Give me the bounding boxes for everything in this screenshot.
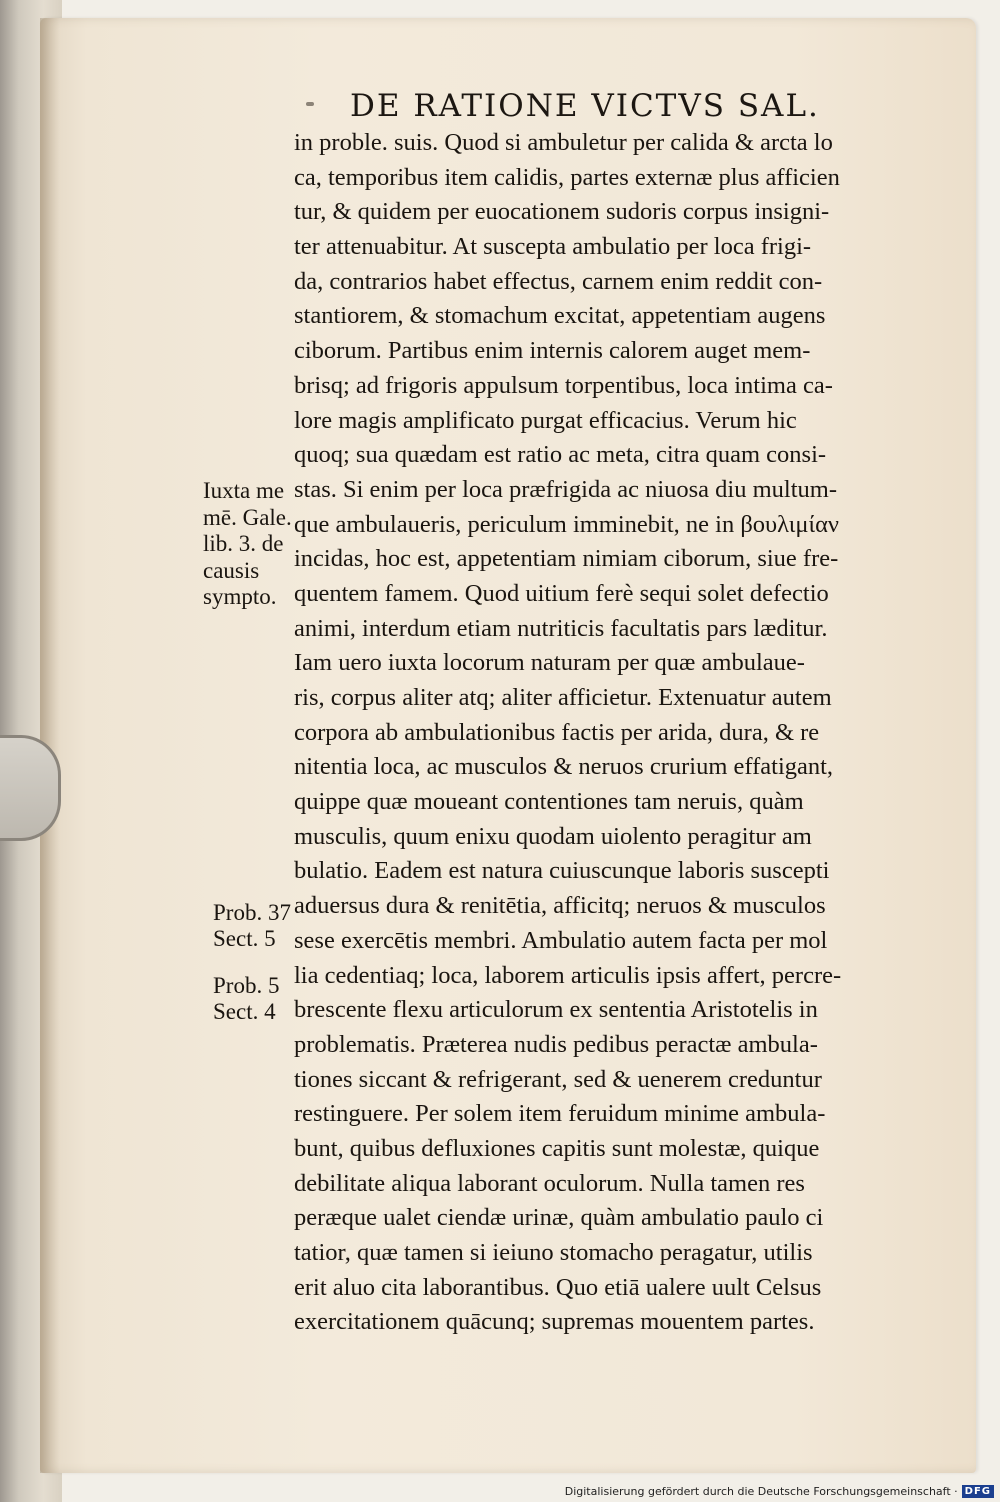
marginal-note-galen xyxy=(203,478,292,611)
head-ornament xyxy=(306,102,314,106)
text-line: erit aluo cita laborantibus. Quo etiā ualere uult Celsus xyxy=(294,1273,822,1301)
text-line: restinguere. Per solem item feruidum minime ambula- xyxy=(294,1100,826,1128)
text-line: in proble. suis. Quod si ambuletur per calida & arcta lo xyxy=(294,129,833,156)
text-line: ciborum. Partibus enim internis calorem auget mem- xyxy=(294,337,811,365)
text-line: sese exercētis membri. Ambulatio autem facta per mol xyxy=(294,926,828,954)
text-line: ris, corpus aliter atq; aliter afficietur. Extenuatur autem xyxy=(294,684,832,711)
page-clip xyxy=(0,735,61,841)
text-line: ca, temporibus item calidis, partes externæ plus afficien xyxy=(294,163,840,191)
text-line: peræque ualet ciendæ urinæ, quàm ambulatio paulo ci xyxy=(294,1204,824,1232)
text-line: quentem famem. Quod uitium ferè sequi solet defectio xyxy=(294,579,829,607)
running-head xyxy=(350,88,840,124)
text-line: animi, interdum etiam nutriticis facultatis pars læditur. xyxy=(294,614,828,642)
text-line: da, contrarios habet effectus, carnem enim reddit con- xyxy=(294,267,823,295)
text-line: bulatio. Eadem est natura cuiuscunque laboris suscepti xyxy=(294,857,830,885)
marginal-note-line: sympto. xyxy=(203,584,277,609)
text-line: problematis. Præterea nudis pedibus peractæ ambula- xyxy=(294,1030,818,1058)
text-line: brisq; ad frigoris appulsum torpentibus, loca intima ca- xyxy=(294,371,833,399)
funding-footer xyxy=(565,1485,994,1498)
text-line: tur, & quidem per euocationem sudoris corpus insigni- xyxy=(294,198,830,226)
marginal-note-line: lib. 3. de xyxy=(203,531,284,556)
text-line: tiones siccant & refrigerant, sed & uenerem creduntur xyxy=(294,1065,822,1093)
text-line: musculis, quum enixu quodam uiolento peragitur am xyxy=(294,822,812,850)
text-line: Iam uero iuxta locorum naturam per quæ ambulaue- xyxy=(294,649,805,677)
text-line: tatior, quæ tamen si ieiuno stomacho peragatur, utilis xyxy=(294,1239,813,1266)
dfg-logo-icon: DFG xyxy=(962,1485,994,1498)
text-line: stas. Si enim per loca præfrigida ac niuosa diu multum- xyxy=(294,475,837,503)
marginal-note-prob-5 xyxy=(213,973,279,1025)
running-head-text: DE RATIONE VICTVS SAL. xyxy=(350,88,820,124)
text-line: aduersus dura & renitētia, afficitq; neruos & musculos xyxy=(294,892,826,920)
marginal-note-prob-37 xyxy=(213,900,291,952)
text-line: corpora ab ambulationibus factis per arida, dura, & re xyxy=(294,718,820,746)
text-line: ter attenuabitur. At suscepta ambulatio per loca frigi- xyxy=(294,233,812,261)
text-line: bunt, quibus defluxiones capitis sunt molestæ, quique xyxy=(294,1134,820,1162)
marginal-note-line: causis xyxy=(203,557,260,583)
text-line: nitentia loca, ac musculos & neruos crurium effatigant, xyxy=(294,753,834,781)
marginal-note-line: Sect. 5 xyxy=(213,926,276,951)
funding-text: Digitalisierung gefördert durch die Deutsche Forschungsgemeinschaft · xyxy=(564,1485,958,1498)
marginal-note-line: Iuxta me xyxy=(203,478,285,503)
text-line: exercitationem quācunq; supremas mouentem partes. xyxy=(294,1308,815,1336)
text-line: stantiorem, & stomachum excitat, appetentiam augens xyxy=(294,302,826,330)
marginal-note-line: Prob. 37 xyxy=(213,900,291,925)
text-line: incidas, hoc est, appetentiam nimiam ciborum, siue fre- xyxy=(294,545,839,573)
text-line: quoq; sua quædam est ratio ac meta, citra quam consi- xyxy=(294,441,827,469)
marginal-note-line: mē. Gale. xyxy=(203,504,292,530)
text-line: debilitate aliqua laborant oculorum. Nulla tamen res xyxy=(294,1169,805,1197)
body-text xyxy=(294,126,934,1340)
text-line: lore magis amplificato purgat efficacius. Verum hic xyxy=(294,406,797,434)
marginal-note-line: Prob. 5 xyxy=(213,973,280,998)
text-line: quippe quæ moueant contentiones tam neruis, quàm xyxy=(294,788,804,816)
text-line: brescente flexu articulorum ex sententia Aristotelis in xyxy=(294,996,818,1024)
text-line: lia cedentiaq; loca, laborem articulis ipsis affert, percre- xyxy=(294,961,842,989)
marginal-note-line: Sect. 4 xyxy=(213,999,276,1024)
text-line: que ambulaueris, periculum imminebit, ne in βουλιμίαν xyxy=(294,510,839,538)
